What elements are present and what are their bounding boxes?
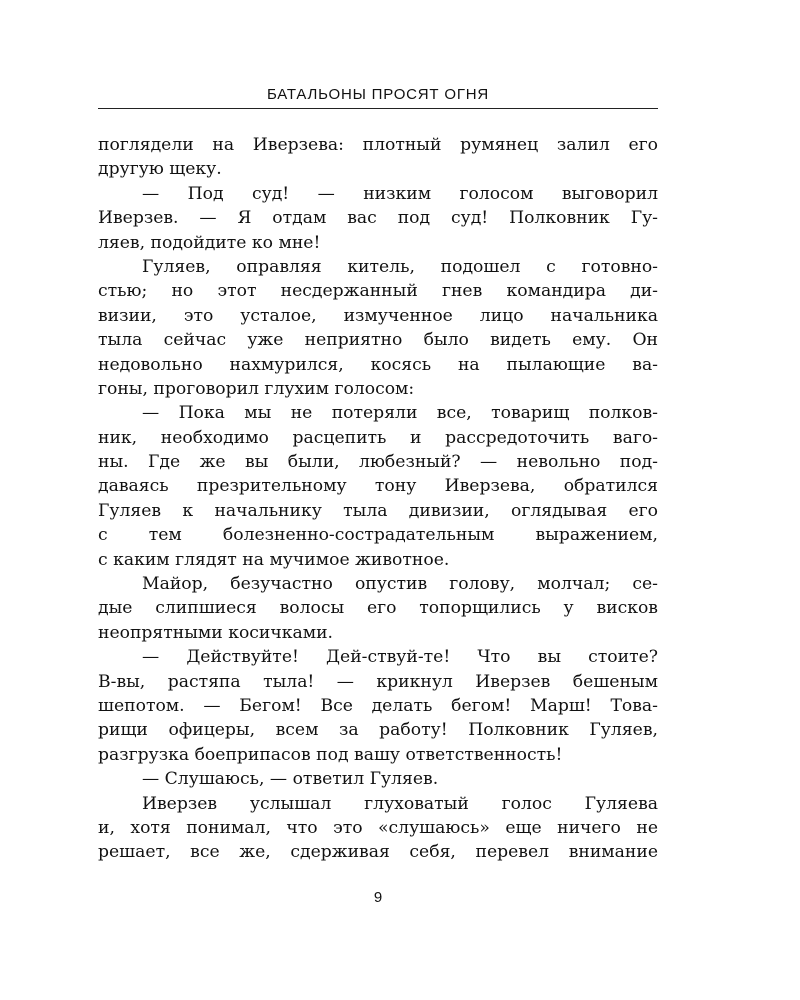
- text-line: Иверзев. — Я отдам вас под суд! Полковник Гу-: [98, 208, 658, 229]
- text-line: с тем болезненно-сострадательным выражением,: [98, 525, 658, 546]
- text-line: другую щеку.: [98, 159, 222, 180]
- running-head: БАТАЛЬОНЫ ПРОСЯТ ОГНЯ: [266, 86, 490, 103]
- text-line: рищи офицеры, всем за работу! Полковник Гуляев,: [98, 720, 658, 741]
- text-line: неопрятными косичками.: [98, 622, 334, 643]
- text-line: ляев, подойдите ко мне!: [98, 232, 321, 253]
- body-text: [98, 133, 658, 865]
- text-line: решает, все же, сдерживая себя, перевел внимание: [98, 842, 658, 863]
- header-rule: [98, 108, 658, 109]
- text-line: гоны, проговорил глухим голосом:: [98, 378, 415, 399]
- text-line: разгрузка боеприпасов под вашу ответственность!: [98, 744, 563, 765]
- text-line: даваясь презрительному тону Иверзева, обратился: [98, 476, 658, 497]
- text-line: недовольно нахмурился, косясь на пылающие ва-: [98, 354, 658, 375]
- text-line: шепотом. — Бегом! Все делать бегом! Марш! Това-: [98, 695, 658, 716]
- text-line: поглядели на Иверзева: плотный румянец залил его: [98, 135, 658, 155]
- text-line: — Действуйте! Дей-ствуй-те! Что вы стоите?: [142, 647, 658, 668]
- text-line: ник, необходимо расцепить и рассредоточить ваго-: [98, 427, 658, 448]
- text-line: Гуляев, оправляя китель, подошел с готовно-: [142, 256, 658, 277]
- text-line: дые слипшиеся волосы его топорщились у висков: [98, 598, 658, 619]
- text-line: — Под суд! — низким голосом выговорил: [142, 183, 658, 204]
- text-line: — Пока мы не потеряли все, товарищ полков-: [142, 403, 658, 424]
- text-line: визии, это усталое, измученное лицо начальника: [98, 305, 658, 326]
- text-line: В-вы, растяпа тыла! — крикнул Иверзев бешеным: [98, 671, 658, 692]
- text-line: ны. Где же вы были, любезный? — невольно под-: [98, 452, 658, 473]
- text-line: стью; но этот несдержанный гнев командира ди-: [98, 281, 658, 302]
- text-line: и, хотя понимал, что это «слушаюсь» еще ничего не: [98, 817, 658, 838]
- text-line: — Слушаюсь, — ответил Гуляев.: [142, 769, 439, 790]
- text-line: Гуляев к начальнику тыла дивизии, оглядывая его: [98, 500, 658, 521]
- text-line: Майор, безучастно опустив голову, молчал; се-: [142, 574, 658, 595]
- text-line: Иверзев услышал глуховатый голос Гуляева: [142, 793, 658, 814]
- text-line: тыла сейчас уже неприятно было видеть ему. Он: [98, 330, 658, 351]
- text-line: с каким глядят на мучимое животное.: [98, 549, 450, 570]
- page-number: 9: [373, 889, 383, 906]
